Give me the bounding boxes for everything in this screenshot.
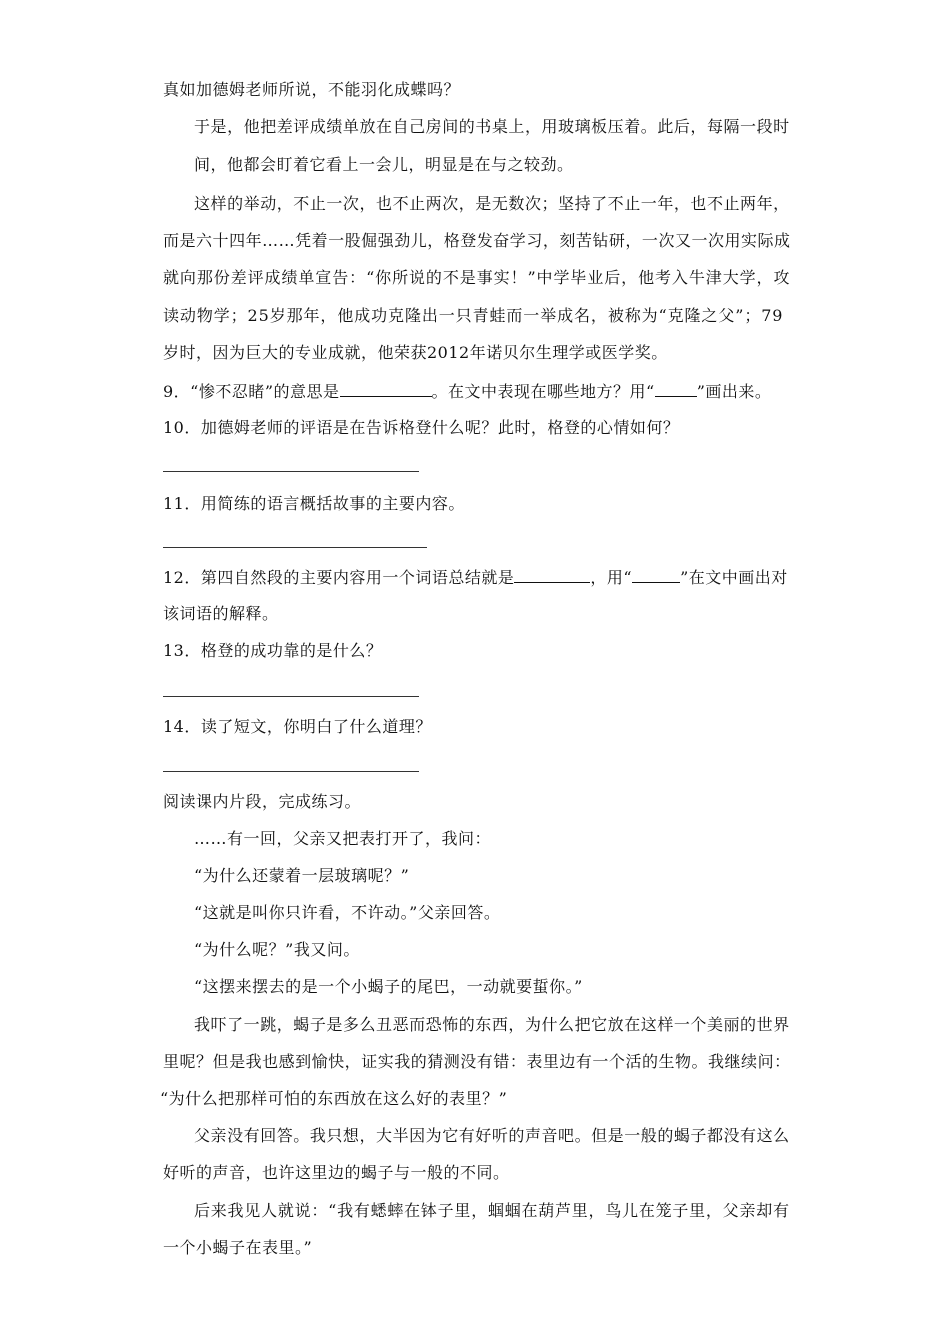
question-10: 10．加德姆老师的评语是在告诉格登什么呢？此时，格登的心情如何？ bbox=[163, 418, 680, 437]
passage1-paragraph-line: 这 样 的 举 动 ， 不 止 一 次 ， 也 不 止 两 次 ， 是 无 数 次 ； 坚 持 了 不 止 一 年 ， 也 不 止 两 年 ， bbox=[194, 194, 790, 213]
underline-sample bbox=[655, 380, 697, 397]
question-13: 13．格登的成功靠的是什么？ bbox=[163, 641, 383, 660]
passage1-paragraph-line: 而 是 六 十 四 年 … … 凭 着 一 股 倔 强 劲 儿 ， 格 登 发 奋 学 习 ， 刻 苦 钻 研 ， 一 次 又 一 次 用 实 际 成 bbox=[163, 231, 791, 250]
answer-line[interactable] bbox=[163, 547, 427, 548]
question-9-text: 9．“惨不忍睹”的意思是 bbox=[163, 382, 340, 401]
passage2-line: “为什么呢？”我又问。 bbox=[194, 940, 360, 959]
passage2-paragraph-line: 一个小蝎子在表里。” bbox=[163, 1238, 313, 1257]
passage2-line: ……有一回，父亲又把表打开了，我问： bbox=[194, 829, 492, 848]
answer-line[interactable] bbox=[163, 771, 419, 772]
question-12-text: 12．第四自然段的主要内容用一个词语总结就是 bbox=[163, 568, 515, 587]
question-12 bbox=[163, 566, 788, 588]
question-9-text: 。在文中表现在哪些地方？用“ bbox=[431, 382, 655, 401]
answer-line[interactable] bbox=[163, 471, 419, 472]
question-12-line: 该词语的解释。 bbox=[163, 604, 279, 623]
question-12-text: ，用“ bbox=[590, 568, 633, 587]
passage2-paragraph-line: 父 亲 没 有 回 答 。 我 只 想 ， 大 半 因 为 它 有 好 听 的 声 音 吧 。 但 是 一 般 的 蝎 子 都 没 有 这 么 bbox=[194, 1126, 790, 1145]
passage1-line: 真如加德姆老师所说，不能羽化成蝶吗？ bbox=[163, 80, 461, 99]
passage2-line: “这摆来摆去的是一个小蝎子的尾巴，一动就要蜇你。” bbox=[194, 977, 583, 996]
passage1-paragraph-line: 间，他都会盯着它看上一会儿，明显是在与之较劲。 bbox=[194, 155, 574, 174]
passage2-paragraph-line: “为什么把那样可怕的东西放在这么好的表里？” bbox=[160, 1089, 508, 1108]
passage2-paragraph-line: 好听的声音，也许这里边的蝎子与一般的不同。 bbox=[163, 1163, 510, 1182]
passage1-paragraph-line: 于 是 ， 他 把 差 评 成 绩 单 放 在 自 己 房 间 的 书 桌 上 ， 用 玻 璃 板 压 着 。 此 后 ， 每 隔 一 段 时 bbox=[194, 117, 790, 136]
passage2-paragraph-line: 后 来 我 见 人 就 说 ： “ 我 有 蟋 蟀 在 钵 子 里 ， 蝈 蝈 在 葫 芦 里 ， 鸟 儿 在 笼 子 里 ， 父 亲 却 有 bbox=[194, 1201, 790, 1220]
passage2-line: “为什么还蒙着一层玻璃呢？” bbox=[194, 866, 410, 885]
question-12-text: ”在文中画出对 bbox=[680, 568, 788, 587]
passage1-paragraph-line: 读 动 物 学 ； 2 5 岁 那 年 ， 他 成 功 克 隆 出 一 只 青 蛙 而 一 举 成 名 ， 被 称 为 “ 克 隆 之 父 ” ； 7 9 bbox=[163, 306, 783, 325]
passage2-paragraph-line: 我 吓 了 一 跳 ， 蝎 子 是 多 么 丑 恶 而 恐 怖 的 东 西 ， 为 什 么 把 它 放 在 这 样 一 个 美 丽 的 世 界 bbox=[194, 1015, 790, 1034]
passage1-paragraph-line: 岁时，因为巨大的专业成就，他荣获2012年诺贝尔生理学或医学奖。 bbox=[163, 343, 668, 362]
question-11: 11．用简练的语言概括故事的主要内容。 bbox=[163, 494, 465, 513]
underline-sample bbox=[632, 566, 680, 583]
answer-blank[interactable] bbox=[514, 566, 590, 583]
reading-instruction: 阅读课内片段，完成练习。 bbox=[163, 792, 362, 811]
answer-line[interactable] bbox=[163, 696, 419, 697]
passage2-line: “这就是叫你只许看，不许动。”父亲回答。 bbox=[194, 903, 501, 922]
passage2-paragraph-line: 里 呢 ？ 但 是 我 也 感 到 愉 快 ， 证 实 我 的 猜 测 没 有 错 ： 表 里 边 有 一 个 活 的 生 物 。 我 继 续 问 ： bbox=[163, 1052, 791, 1071]
question-9 bbox=[163, 380, 771, 402]
question-9-text: ”画出来。 bbox=[696, 382, 772, 401]
answer-blank[interactable] bbox=[340, 380, 432, 397]
passage1-paragraph-line: 就 向 那 份 差 评 成 绩 单 宣 告 ： “ 你 所 说 的 不 是 事 实 ！ ” 中 学 毕 业 后 ， 他 考 入 牛 津 大 学 ， 攻 bbox=[163, 268, 790, 287]
question-14: 14．读了短文，你明白了什么道理？ bbox=[163, 717, 432, 736]
